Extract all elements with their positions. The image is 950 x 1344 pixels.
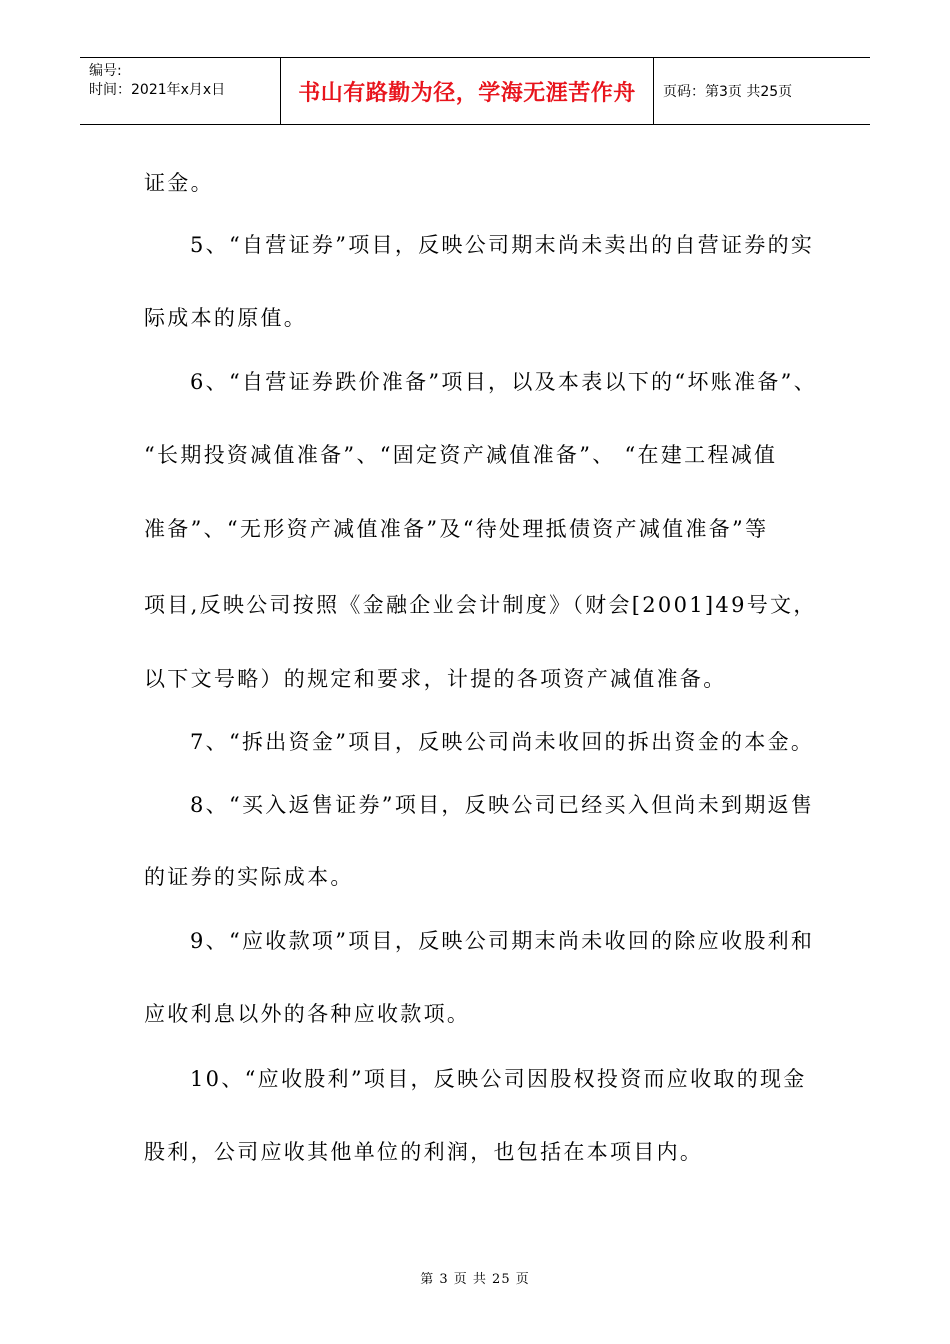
date-label: 时间：2021年x月x日 [89, 82, 226, 98]
text-line: 6、“自营证券跌价准备”项目，以及本表以下的“坏账准备”、 [190, 370, 818, 394]
text-line: 应收利息以外的各种应收款项。 [144, 1002, 471, 1026]
text-line: 以下文号略）的规定和要求，计提的各项资产减值准备。 [144, 667, 727, 691]
header-page-info: 页码：第3页 共25页 [663, 84, 793, 100]
text-line: 9、“应收款项”项目，反映公司期末尚未收回的除应收股利和 [190, 929, 815, 953]
document-header [80, 57, 870, 125]
text-line: 10、“应收股利”项目，反映公司因股权投资而应收取的现金 [190, 1067, 807, 1091]
header-motto: 书山有路勤为径，学海无涯苦作舟 [281, 58, 654, 124]
text-line: 8、“买入返售证券”项目，反映公司已经买入但尚未到期返售 [190, 793, 815, 817]
text-line: 5、“自营证券”项目，反映公司期末尚未卖出的自营证券的实 [190, 233, 815, 257]
page-footer: 第 3 页 共 25 页 [420, 1272, 530, 1287]
text-line: 证金。 [144, 171, 214, 195]
text-line: 项目,反映公司按照《金融企业会计制度》（财会[2001]49号文， [144, 593, 817, 617]
text-line: 7、“拆出资金”项目，反映公司尚未收回的拆出资金的本金。 [190, 730, 815, 754]
text-line: 际成本的原值。 [144, 306, 308, 330]
text-line: 的证券的实际成本。 [144, 865, 354, 889]
header-meta [80, 58, 281, 124]
serial-number-label: 编号: [89, 63, 122, 79]
text-line: 准备”、“无形资产减值准备”及“待处理抵债资产减值准备”等 [144, 517, 769, 541]
text-line: 股利，公司应收其他单位的利润，也包括在本项目内。 [144, 1140, 704, 1164]
text-line: “长期投资减值准备”、“固定资产减值准备”、 “在建工程减值 [144, 443, 778, 467]
